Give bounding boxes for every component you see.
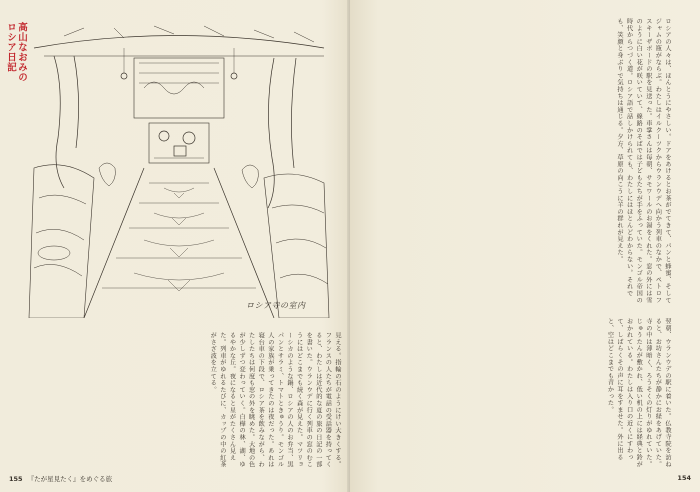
series-title-line1: 高山なおみの [16, 22, 27, 82]
right-body-paragraph-top: ロシアの人々は、ほんとうにやさしい。ドアをあけるとお茶がでてきて、パンと蜂蜜、そしてジャムの瓶がならぶ。わたしはイルクーツクからウランウデへ向かう列車のなかで、ペトロフスキーザボードの駅を見送った。車掌さんは毎朝、サモワールのお湯をくれた。窓の外には雪のように白い花が咲いていて、線路のそばでは子どもたちが手をふっていた。モンゴル帝国の時代からつづく道。ロシア語で話しかけられても、わたしにはほとんどわからない。それでも、笑顔と身ぶりで気持ちは通じる。夕方、草原の向こうに羊の群れが見えた。 [616, 18, 671, 304]
left-page-number: 155 [9, 475, 23, 483]
left-page-body-text [22, 332, 342, 470]
right-body-paragraph-bottom: 翌朝、ウランウデの駅に着いた。仏教寺院を訪ねると、お坊さんたちが静かにお経をあげていた。寺の中は薄暗く、ろうそくの灯りがゆれていた。じゅうたんが敷かれ、低い机の上には経典と鈴がおかれている。わたしは入り口の近くにすわって、しばらくその声に耳をすませた。外に出ると、空はどこまでも青かった。 [606, 318, 671, 468]
temple-interior-sketch [24, 18, 334, 318]
series-title-line2: ロシア日記 [5, 22, 16, 72]
illustration-caption: ロシア寺の室内 [246, 301, 306, 310]
running-footer: 『たが星見たく』をめぐる旅 [27, 475, 113, 483]
left-body-paragraph: 見える。指輪の石のようにけい大きくする。フランスの人たちが電話の受話器を持ってくると、わたしは近代的な夏の旅の日記の一部を書いた。ウランウデに行く列車の窓のむこうにはどこまでも続く森が見えた。マツリョーシカのような鍋、ロシアの人のお弁当、黒パンとサラミ、トマトときゅうり。モンゴル人の家族が乗ってきたのは夜だった。あれは寝台車の下段で、ロシア茶を飲みながら、わたしたちは何度も窓の外を眺めた。大地の色が少しずつ変わっていく。白樺の林、湖、ゆるやかな丘。夜になると星がたくさん見えた。列車がゆれるたびに、カップの中の紅茶がさざ波を立てる。 [209, 332, 341, 468]
right-page-body-top [356, 18, 672, 308]
right-page-number: 154 [677, 474, 691, 482]
left-page-footer [9, 474, 112, 483]
right-page [350, 0, 700, 492]
right-page-body-bottom [356, 318, 672, 470]
